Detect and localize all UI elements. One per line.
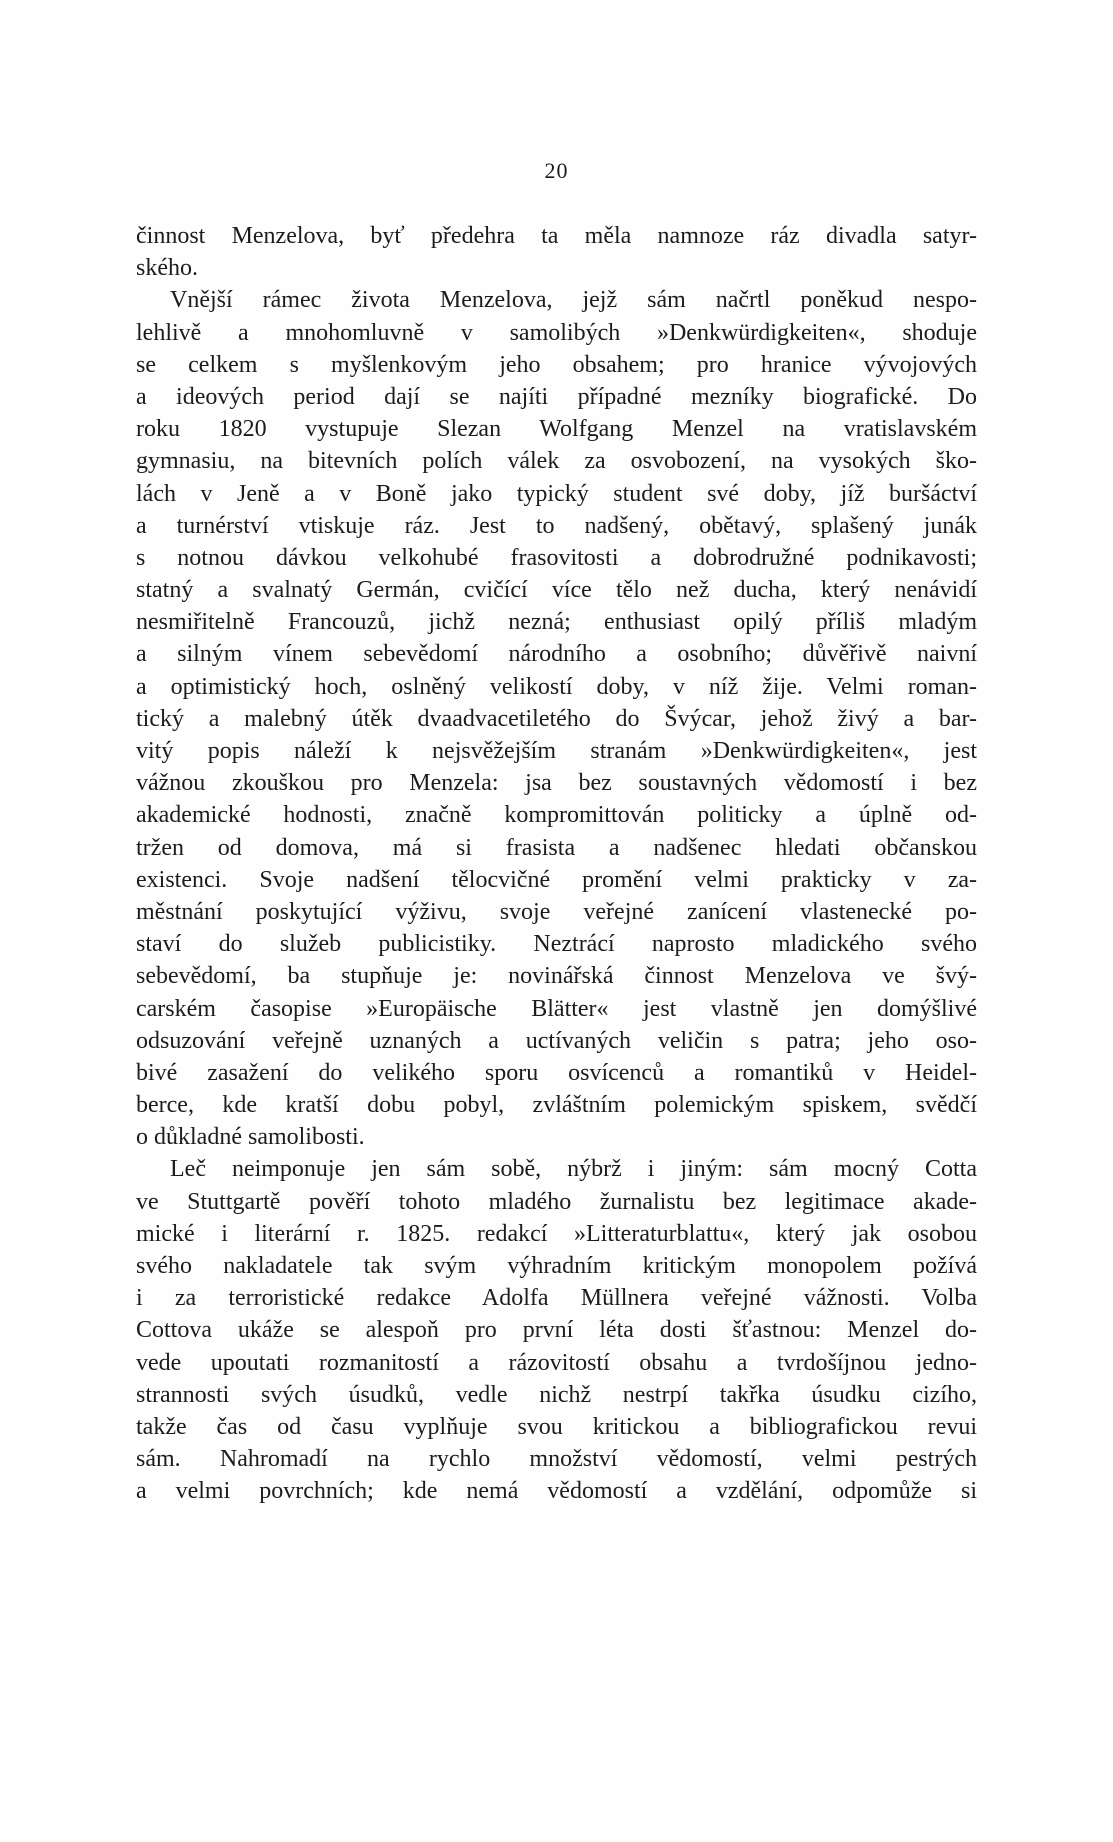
text-line: vážnou zkouškou pro Menzela: jsa bez soustavných vědomostí i bez — [136, 770, 977, 797]
text-line: lehlivě a mnohomluvně v samolibých »Denkwürdigkeiten«, shoduje — [136, 319, 977, 346]
page-number: 20 — [544, 158, 569, 183]
text-line: roku 1820 vystupuje Slezan Wolfgang Menzel na vratislavském — [136, 416, 977, 443]
text-line: nesmiřitelně Francouzů, jichž nezná; enthusiast opilý příliš mladým — [136, 609, 977, 636]
text-line: statný a svalnatý Germán, cvičící více tělo než ducha, který nenávidí — [136, 577, 977, 604]
text-line: bivé zasažení do velikého sporu osvícenců a romantiků v Heidel- — [136, 1059, 977, 1086]
text-line: a ideových period dají se najíti případné mezníky biografické. Do — [136, 383, 977, 410]
text-line: sám. Nahromadí na rychlo množství vědomostí, velmi pestrých — [136, 1446, 977, 1473]
text-line: a silným vínem sebevědomí národního a osobního; důvěřivě naivní — [136, 641, 977, 668]
text-line: s notnou dávkou velkohubé frasovitosti a dobrodružné podnikavosti; — [136, 544, 977, 571]
text-line: vitý popis náleží k nejsvěžejším stranám »Denkwürdigkeiten«, jest — [136, 738, 977, 764]
text-line: lách v Jeně a v Boně jako typický student své doby, jíž buršáctví — [136, 480, 977, 507]
text-line: gymnasiu, na bitevních polích válek za osvobození, na vysokých ško- — [136, 448, 977, 475]
text-line: takže čas od času vyplňuje svou kritickou a bibliografickou revui — [136, 1413, 977, 1440]
text-line: ve Stuttgartě pověří tohoto mladého žurnalistu bez legitimace akade- — [136, 1188, 977, 1215]
text-line: Cottova ukáže se alespoň pro první léta dosti šťastnou: Menzel do- — [136, 1317, 977, 1344]
text-line: sebevědomí, ba stupňuje je: novinářská činnost Menzelova ve švý- — [136, 963, 977, 990]
body-text — [136, 220, 977, 1508]
text-line: a optimistický hoch, oslněný velikostí doby, v níž žije. Velmi roman- — [136, 673, 977, 700]
text-line: Vnější rámec života Menzelova, jejž sám načrtl poněkud nespo- — [170, 287, 977, 314]
text-line: a velmi povrchních; kde nemá vědomostí a vzdělání, odpomůže si — [136, 1478, 977, 1505]
text-line: Leč neimponuje jen sám sobě, nýbrž i jiným: sám mocný Cotta — [170, 1156, 977, 1183]
text-line: akademické hodnosti, značně kompromittován politicky a úplně od- — [136, 802, 977, 829]
text-line: i za terroristické redakce Adolfa Müllnera veřejné vážnosti. Volba — [136, 1285, 977, 1312]
text-line: městnání poskytující výživu, svoje veřejné zanícení vlastenecké po- — [136, 898, 977, 925]
text-line: a turnérství vtiskuje ráz. Jest to nadšený, obětavý, splašený junák — [136, 512, 977, 539]
text-line: tržen od domova, má si frasista a nadšenec hledati občanskou — [136, 834, 977, 861]
text-line: strannosti svých úsudků, vedle nichž nestrpí takřka úsudku cizího, — [136, 1381, 977, 1408]
text-line: mické i literární r. 1825. redakcí »Litteraturblattu«, který jak osobou — [136, 1220, 977, 1247]
text-line: vede upoutati rozmanitostí a rázovitostí obsahu a tvrdošíjnou jedno- — [136, 1349, 977, 1376]
text-line: činnost Menzelova, byť předehra ta měla namnoze ráz divadla satyr- — [136, 223, 977, 249]
text-line: svého nakladatele tak svým výhradním kritickým monopolem požívá — [136, 1253, 977, 1279]
text-line: odsuzování veřejně uznaných a uctívaných veličin s patra; jeho oso- — [136, 1027, 977, 1054]
text-line: carském časopise »Europäische Blätter« jest vlastně jen domýšlivé — [136, 995, 977, 1022]
text-line: se celkem s myšlenkovým jeho obsahem; pro hranice vývojových — [136, 351, 977, 378]
text-line: existenci. Svoje nadšení tělocvičné promění velmi prakticky v za- — [136, 866, 977, 893]
text-line: berce, kde kratší dobu pobyl, zvláštním polemickým spiskem, svědčí — [136, 1092, 977, 1119]
text-line: tický a malebný útěk dvaadvacetiletého do Švýcar, jehož živý a bar- — [136, 705, 977, 732]
text-line: staví do služeb publicistiky. Neztrácí naprosto mladického svého — [136, 931, 977, 958]
text-line: ského. — [136, 255, 198, 282]
text-line: o důkladné samolibosti. — [136, 1124, 365, 1151]
